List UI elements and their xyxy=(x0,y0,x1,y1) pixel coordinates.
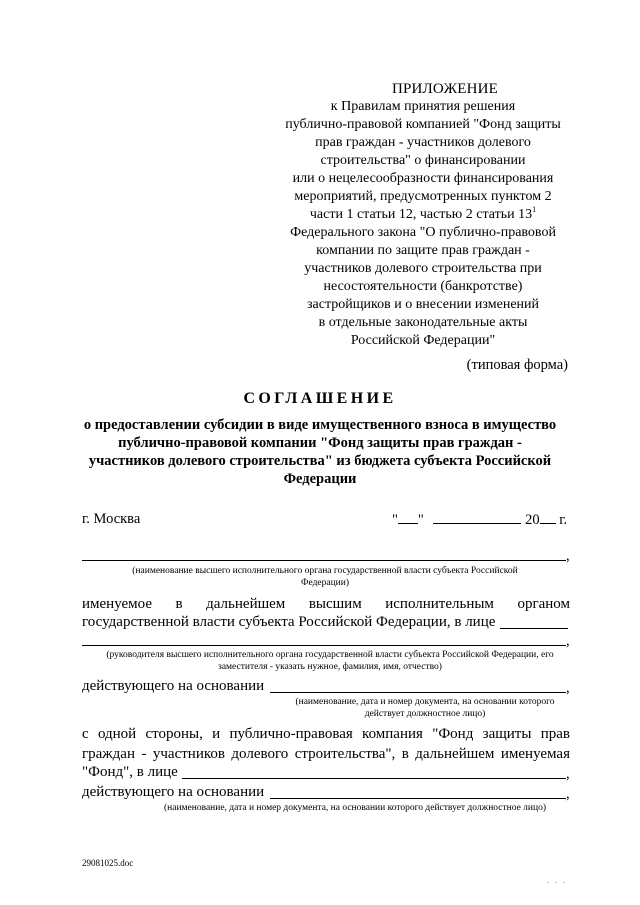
comma: , xyxy=(566,786,570,802)
footer-marks: . . . xyxy=(547,876,567,885)
document-title: СОГЛАШЕНИЕ xyxy=(243,390,397,407)
appendix-line: Федерального закона "О публично-правовой xyxy=(290,225,556,240)
appendix-heading: ПРИЛОЖЕНИЕ xyxy=(391,81,499,97)
basis-note-2: (наименование, дата и номер документа, на основании которого действует должностное лицо) xyxy=(163,803,547,813)
appendix-line: мероприятий, предусмотренных пунктом 2 xyxy=(294,189,552,204)
comma: , xyxy=(566,680,570,696)
appendix-line: к Правилам принятия решения xyxy=(330,99,516,114)
day-blank[interactable] xyxy=(398,511,418,524)
appendix-line: публично-правовой компанией "Фонд защиты xyxy=(285,117,561,132)
superscript: 1 xyxy=(532,205,537,214)
basis-blank-2[interactable] xyxy=(270,798,566,799)
fund-person-label: "Фонд", в лице xyxy=(82,764,178,780)
document-subtitle: о предоставлении субсидии в виде имущественного взноса в имущество публично-правовой компании "Фонд защиты прав граждан - участников долевого строительства" из бюджета субъекта Российской Федерации xyxy=(83,417,557,487)
basis-note-1: (наименование, дата и номер документа, на основании которого действует должностное лицо) xyxy=(295,697,555,719)
person-blank-short[interactable] xyxy=(500,628,568,629)
appendix-line: прав граждан - участников долевого xyxy=(315,135,531,150)
appendix-line: или о нецелесообразности финансирования xyxy=(292,171,554,186)
year-blank[interactable] xyxy=(540,511,556,524)
date-field[interactable] xyxy=(392,511,567,529)
organ-name-note: (наименование высшего исполнительного органа государственной власти субъекта Российской Федерации) xyxy=(132,566,518,588)
basis-blank-1[interactable] xyxy=(270,692,566,693)
head-name-note: (руководителя высшего исполнительного органа государственной власти субъекта Российской Федерации, его заместителя - указать нужное, фамилия, имя, отчество) xyxy=(106,650,554,672)
quote-open: " xyxy=(392,512,398,528)
appendix-line: строительства" о финансировании xyxy=(320,153,526,168)
appendix-line-with-sup xyxy=(262,206,584,224)
one-side-line-1: с одной стороны, и публично-правовая компания "Фонд защиты прав xyxy=(82,726,570,742)
appendix-line: в отдельные законодательные акты xyxy=(318,315,528,330)
appendix-line: несостоятельности (банкротстве) xyxy=(323,279,523,294)
fund-person-blank[interactable] xyxy=(182,778,566,779)
city-label: г. Москва xyxy=(82,511,141,527)
named-line-2: государственной власти субъекта Российской Федерации, в лице xyxy=(82,614,496,630)
form-type-label: (типовая форма) xyxy=(466,357,568,373)
year-suffix: г. xyxy=(559,512,568,528)
appendix-line: Российской Федерации" xyxy=(350,333,496,348)
head-name-blank[interactable] xyxy=(82,645,566,646)
appendix-line: застройщиков и о внесении изменений xyxy=(306,297,540,312)
quote-close: " xyxy=(417,512,424,528)
footer-filename: 29081025.doc xyxy=(82,858,134,868)
comma: , xyxy=(566,548,570,564)
appendix-block xyxy=(262,80,584,350)
year-prefix: 20 xyxy=(525,512,540,528)
named-line-1: именуемое в дальнейшем высшим исполнительным органом xyxy=(82,596,570,612)
acting-label: действующего на основании xyxy=(82,678,265,694)
month-blank[interactable] xyxy=(433,511,521,524)
comma: , xyxy=(566,633,570,649)
appendix-line: участников долевого строительства при xyxy=(304,261,542,276)
comma: , xyxy=(566,766,570,782)
appendix-line: части 1 статьи 12, частью 2 статьи 13 xyxy=(309,207,533,222)
acting-label-2: действующего на основании xyxy=(82,784,265,800)
organ-name-blank[interactable] xyxy=(82,560,566,561)
one-side-line-2: граждан - участников долевого строительства", в дальнейшем именуемая xyxy=(82,746,570,762)
appendix-line: компании по защите прав граждан - xyxy=(316,243,530,258)
